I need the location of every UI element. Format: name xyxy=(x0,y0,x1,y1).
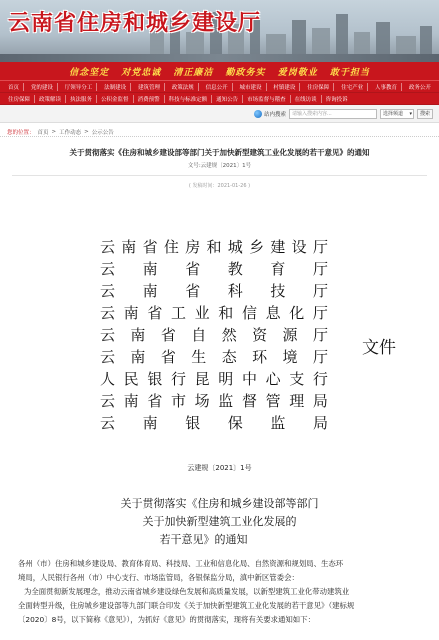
issuer-char: 城 xyxy=(227,238,243,256)
issuer-char: 昆 xyxy=(194,370,210,388)
issuer-char: 自 xyxy=(191,326,207,344)
issuer-char: 教 xyxy=(227,260,243,278)
issuer-char: 心 xyxy=(265,370,281,388)
issuer-char: 管 xyxy=(265,392,281,410)
issuer-char: 支 xyxy=(289,370,305,388)
issuer-char: 省 xyxy=(147,304,163,322)
nav-item[interactable]: 建筑管理 xyxy=(134,83,165,91)
issuer-char: 资 xyxy=(252,326,268,344)
issuer-char: 场 xyxy=(194,392,210,410)
publish-time: ( 发稿时间：2021-01-26 ) xyxy=(184,183,255,189)
body-paragraph-line: 境局，人民银行各州（市）中心支行、市场监管局，各银保监分局，滇中新区管委会： xyxy=(18,573,299,582)
issuer-char: 民 xyxy=(123,370,139,388)
nav-item[interactable]: 市场监督与稽查 xyxy=(243,95,291,103)
issuer-char: 监 xyxy=(270,414,286,432)
issuer-char: 省 xyxy=(185,260,201,278)
issuer-char: 生 xyxy=(191,348,207,366)
nav-item[interactable]: 住宅产业 xyxy=(337,83,368,91)
nav-item[interactable]: 消费预警 xyxy=(134,95,165,103)
issuer-char: 南 xyxy=(121,238,137,256)
nav-item[interactable]: 党的建设 xyxy=(27,83,58,91)
body-title xyxy=(0,495,439,549)
nav-item[interactable]: 科技与标准定额 xyxy=(165,95,213,103)
issuer-char: 设 xyxy=(291,238,307,256)
issuer-char: 云 xyxy=(100,304,116,322)
nav-item[interactable]: 政务公开 xyxy=(408,84,431,91)
issuer-char: 住 xyxy=(163,238,179,256)
issuer-char: 和 xyxy=(218,304,234,322)
issuer-char: 行 xyxy=(170,370,186,388)
issuer-char: 省 xyxy=(142,238,158,256)
issuer-char: 省 xyxy=(185,282,201,300)
main-nav xyxy=(0,80,439,105)
document-number: 文号:云建规〔2021〕1号 xyxy=(187,163,252,169)
issuer-char: 云 xyxy=(100,326,116,344)
body-paragraph-line: 为全面贯彻新发展理念，推动云南省城乡建设绿色发展和高质量发展，以新型建筑工业化带动建筑业 xyxy=(24,587,350,596)
issuer-char: 化 xyxy=(289,304,305,322)
search-logo xyxy=(254,110,286,118)
issuer-char: 南 xyxy=(123,304,139,322)
issuer-char: 南 xyxy=(123,392,139,410)
breadcrumb-item[interactable]: 首页 xyxy=(37,129,49,136)
breadcrumb-separator: > xyxy=(84,128,89,135)
nav-item[interactable]: 厅领导分工 xyxy=(61,83,98,91)
issuer-char: 云 xyxy=(100,414,116,432)
issuer-char: 工 xyxy=(170,304,186,322)
body-paragraph-line: 〔2020〕8号，以下简称《意见》），为抓好《意见》的贯彻落实，现将有关要求通知如下： xyxy=(18,615,315,624)
issuer-char: 房 xyxy=(185,238,201,256)
issuer-char: 南 xyxy=(142,282,158,300)
issuer-char: 境 xyxy=(282,348,298,366)
nav-item[interactable]: 村镇建设 xyxy=(269,83,300,91)
body-paragraph-line: 全面转型升级，住房城乡建设部等九部门联合印发《关于加快新型建筑工业化发展的若干意见》（建标规 xyxy=(18,601,355,610)
issuer-line xyxy=(100,413,328,433)
nav-item[interactable]: 在线访谈 xyxy=(291,95,322,103)
breadcrumb-label: 您的位置： xyxy=(7,129,35,136)
search-logo-label: 站内搜索 xyxy=(263,111,286,118)
issuer-char: 云 xyxy=(100,238,116,256)
issuer-line xyxy=(100,281,328,301)
body-paragraph-line: 各州（市）住房和城乡建设局、教育体育局、科技局、工业和信息化局、自然资源和规划局、生态环 xyxy=(18,559,344,568)
issuer-char: 乡 xyxy=(249,238,265,256)
issuer-char: 厅 xyxy=(312,260,328,278)
issuer-char: 省 xyxy=(160,348,176,366)
issuer-char: 厅 xyxy=(312,326,328,344)
document-code: 云建规〔2021〕1号 xyxy=(187,464,252,472)
site-title[interactable]: 云南省住房和城乡建设厅 xyxy=(8,10,262,36)
issuer-char: 督 xyxy=(241,392,257,410)
issuer-char: 科 xyxy=(227,282,243,300)
nav-item[interactable]: 首页 xyxy=(4,83,24,91)
article-title: 关于贯彻落实《住房和城乡建设部等部门关于加快新型建筑工业化发展的若干意见》的通知 xyxy=(69,148,370,157)
breadcrumb-separator: > xyxy=(51,128,57,135)
issuer-char: 和 xyxy=(206,238,222,256)
globe-icon xyxy=(254,110,262,118)
search-button[interactable]: 搜索 xyxy=(417,109,433,119)
issuer-line xyxy=(100,237,328,257)
issuer-char: 保 xyxy=(227,414,243,432)
document-label: 文件 xyxy=(362,338,396,358)
issuer-char: 理 xyxy=(289,392,305,410)
nav-row-2 xyxy=(0,93,439,105)
nav-item[interactable]: 执法服务 xyxy=(66,95,97,103)
nav-item[interactable]: 政策法规 xyxy=(168,83,199,91)
issuer-char: 南 xyxy=(130,326,146,344)
nav-item[interactable]: 公积金监督 xyxy=(97,95,134,103)
issuer-char: 监 xyxy=(218,392,234,410)
issuer-char: 厅 xyxy=(312,282,328,300)
issuer-char: 南 xyxy=(142,260,158,278)
issuer-char: 市 xyxy=(170,392,186,410)
body-title-line: 关于加快新型建筑工业化发展的 xyxy=(142,515,297,528)
issuer-char: 银 xyxy=(147,370,163,388)
issuer-char: 行 xyxy=(312,370,328,388)
issuer-line xyxy=(100,391,328,411)
nav-item[interactable]: 城市建设 xyxy=(236,83,267,91)
issuer-char: 业 xyxy=(194,304,210,322)
issuer-char: 云 xyxy=(100,392,116,410)
nav-item[interactable]: 政策解读 xyxy=(35,95,66,103)
issuer-char: 云 xyxy=(100,260,116,278)
issuer-char: 南 xyxy=(130,348,146,366)
issuer-char: 银 xyxy=(185,414,201,432)
header-banner xyxy=(0,0,439,62)
issuer-line xyxy=(100,369,328,389)
body-title-line: 关于贯彻落实《住房和城乡建设部等部门 xyxy=(120,497,319,510)
issuer-char: 省 xyxy=(160,326,176,344)
issuer-char: 云 xyxy=(100,348,116,366)
issuer-line xyxy=(100,347,328,367)
issuer-char: 云 xyxy=(100,282,116,300)
issuer-char: 中 xyxy=(241,370,257,388)
issuer-char: 人 xyxy=(100,370,116,388)
issuer-char: 省 xyxy=(147,392,163,410)
issuer-line xyxy=(100,259,328,279)
slogan-bar: 信念坚定 对党忠诚 清正廉洁 勤政务实 爱岗敬业 敢于担当 xyxy=(0,62,439,80)
nav-item[interactable]: 通知公告 xyxy=(212,95,243,103)
breadcrumb-item[interactable]: 工作动态 xyxy=(59,129,82,136)
issuer-char: 厅 xyxy=(312,304,328,322)
search-input[interactable]: 请输入搜索内容... xyxy=(289,109,377,119)
issuer-char: 局 xyxy=(312,414,328,432)
nav-item[interactable]: 住房保障 xyxy=(4,95,35,103)
issuer-char: 厅 xyxy=(312,238,328,256)
breadcrumb xyxy=(0,127,439,137)
nav-item[interactable]: 信息公开 xyxy=(202,83,233,91)
banner-road xyxy=(0,54,439,62)
issuer-char: 育 xyxy=(270,260,286,278)
nav-item[interactable]: 咨询投诉 xyxy=(325,96,348,103)
issuer-char: 明 xyxy=(218,370,234,388)
breadcrumb-item[interactable]: 公示公告 xyxy=(91,129,114,136)
issuer-char: 南 xyxy=(142,414,158,432)
issuer-line xyxy=(100,303,328,323)
issuer-char: 然 xyxy=(221,326,237,344)
issuer-char: 息 xyxy=(265,304,281,322)
nav-item[interactable]: 法制建设 xyxy=(100,83,131,91)
issuer-char: 态 xyxy=(221,348,237,366)
issuer-char: 厅 xyxy=(312,348,328,366)
issuer-char: 信 xyxy=(241,304,257,322)
issuer-char: 局 xyxy=(312,392,328,410)
nav-row-1 xyxy=(0,81,439,93)
issuer-char: 环 xyxy=(252,348,268,366)
issuer-line xyxy=(100,325,328,345)
issuer-char: 技 xyxy=(270,282,286,300)
issuer-char: 建 xyxy=(270,238,286,256)
nav-item[interactable]: 住房保障 xyxy=(303,83,334,91)
publish-meta xyxy=(12,175,427,189)
issuer-char: 源 xyxy=(282,326,298,344)
search-bar xyxy=(0,105,439,123)
issuer-block xyxy=(0,237,439,437)
article-body xyxy=(0,549,439,627)
article-header xyxy=(0,137,439,169)
body-title-line: 若干意见》的通知 xyxy=(159,533,248,546)
nav-item[interactable]: 人事教育 xyxy=(371,83,402,91)
search-scope-select[interactable]: 选择频道 ▾ xyxy=(380,109,414,119)
